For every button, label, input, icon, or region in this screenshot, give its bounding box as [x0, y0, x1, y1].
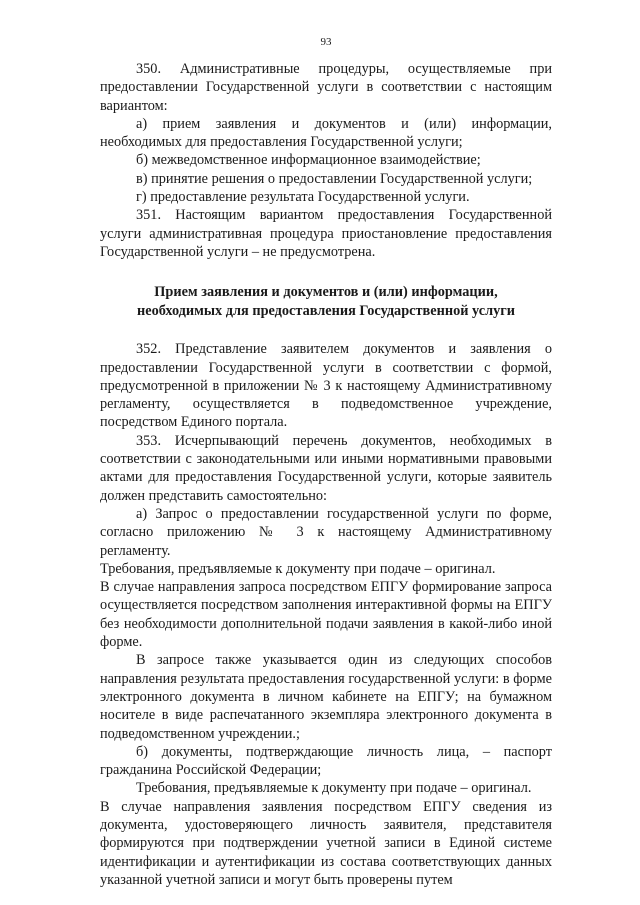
epgu-request-paragraph: В случае направления запроса посредством ЕПГУ формирование запроса осуществляется посредством заполнения интерактивной формы на ЕПГУ без необходимости дополнительной подачи заявления в какой-либо иной форме. [100, 579, 552, 651]
section-heading [100, 283, 552, 320]
page-number: 93 [320, 36, 332, 48]
paragraph-350: 350. Административные процедуры, осуществляемые при предоставлении Государственной услуги в соответствии с настоящим вариантом: [100, 61, 552, 114]
item-a-request: а) Запрос о предоставлении государственной услуги по форме, согласно приложению № 3 к настоящему Административному регламенту. [100, 505, 552, 559]
document-body [100, 60, 552, 889]
list-item-b: б) межведомственное информационное взаимодействие; [136, 152, 481, 169]
paragraph-352: 352. Представление заявителем документов и заявления о предоставлении Государственной услуги в соответствии с формой, предусмотренной в приложении № 3 к настоящему Административному регламенту, осуществляется в подведомственное учреждение, посредством Единого портала. [100, 341, 552, 431]
list-item-g: г) предоставление результата Государственной услуги. [136, 189, 470, 206]
requirements-original-1: Требования, предъявляемые к документу при подаче – оригинал. [100, 560, 496, 577]
heading-line-2: необходимых для предоставления Государственной услуги [137, 302, 515, 319]
list-item-a: а) прием заявления и документов и (или) информации, необходимых для предоставления Государственной услуги; [100, 115, 552, 151]
epgu-identity-paragraph: В случае направления заявления посредством ЕПГУ сведения из документа, удостоверяющего личность заявителя, представителя формируются при подтверждении учетной записи в Единой системе идентификации и аутентификации из состава соответствующих данных указанной учетной записи и могут быть проверены путем [100, 798, 552, 888]
heading-line-1: Прием заявления и документов и (или) информации, [154, 284, 498, 301]
section-bottom [100, 340, 552, 889]
item-b-identity: б) документы, подтверждающие личность лица, – паспорт гражданина Российской Федерации; [100, 743, 552, 779]
section-top [100, 60, 552, 261]
list-item-v: в) принятие решения о предоставлении Государственной услуги; [136, 170, 533, 187]
paragraph-353: 353. Исчерпывающий перечень документов, необходимых в соответствии с законодательными или иными нормативными правовыми актами для предоставления Государственной услуги, которые заявитель должен представить самостоятельно: [100, 432, 552, 504]
paragraph-351: 351. Настоящим вариантом предоставления Государственной услуги административная процедура приостановление предоставления Государственной услуги – не предусмотрена. [100, 207, 552, 260]
delivery-method-paragraph: В запросе также указывается один из следующих способов направления результата предоставления государственной услуги: в форме электронного документа в личном кабинете на ЕПГУ; на бумажном носителе в виде распечатанного экземпляра электронного документа в подведомственном учреждении.; [100, 652, 552, 742]
requirements-original-2: Требования, предъявляемые к документу при подаче – оригинал. [136, 780, 532, 797]
